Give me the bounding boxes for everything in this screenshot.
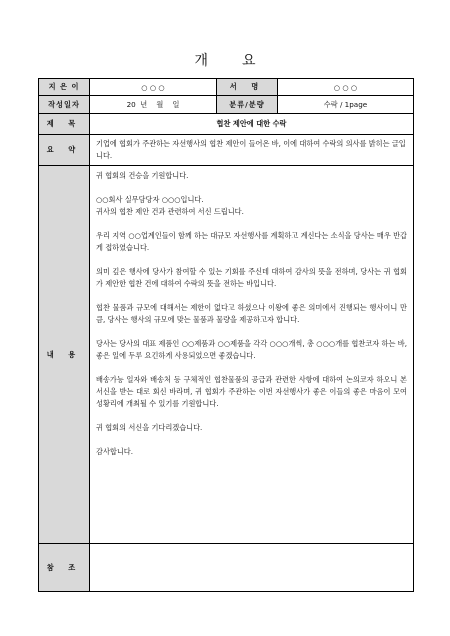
summary-value: 기업에 협회가 주관하는 자선행사의 협찬 제안이 들어온 바, 이에 대하여 수락의 의사를 밝히는 글입니다. <box>90 135 414 166</box>
reference-value <box>90 544 414 592</box>
content-paragraph-intro: ○○회사 실무담당자 ○○○입니다. <box>96 195 204 204</box>
content-row <box>39 166 414 544</box>
title-char-1: 개 <box>194 53 208 69</box>
sign-label: 서 명 <box>217 79 278 96</box>
summary-label: 요 약 <box>39 135 90 166</box>
content-paragraph-event: 우리 지역 ○○업계인들이 함께 하는 대규모 자선행사를 계획하고 계신다는 소식을 당사는 매우 반갑게 접하였습니다. <box>96 231 407 252</box>
subject-label: 제 목 <box>39 114 90 135</box>
content-paragraph-acceptance: 의미 깊은 행사에 당사가 참여할 수 있는 기회를 주신데 대하여 감사의 뜻을 전하며, 당사는 귀 협회가 제안한 협찬 건에 대하여 수락의 뜻을 전하는 바입니다. <box>96 267 407 288</box>
reference-label: 참 조 <box>39 544 90 592</box>
summary-row <box>39 135 414 166</box>
content-paragraph-purpose: 귀사의 협찬 제안 건과 관련하여 서신 드립니다. <box>96 207 244 216</box>
date-value: 20 년 월 일 <box>90 96 217 114</box>
writer-value: ○ ○ ○ <box>90 79 217 96</box>
overview-table <box>38 78 414 592</box>
content-paragraph-products: 당사는 당사의 대표 제품인 ○○제품과 ○○제품을 각각 ○○○개씩, 총 ○○○개를 협찬코자 하는 바, 좋은 일에 두루 요긴하게 사용되었으면 좋겠습니다. <box>96 339 407 360</box>
content-body <box>90 166 414 544</box>
content-paragraph-scale: 협찬 물품과 규모에 대해서는 제한이 없다고 하셨으나 이왕에 좋은 의미에서 진행되는 행사이니 만큼, 당사는 행사의 규모에 맞는 물품과 물량을 제공하고자 합니다. <box>96 303 407 324</box>
subject-value: 협찬 제안에 대한 수락 <box>90 114 414 135</box>
category-label: 분류/분량 <box>217 96 278 114</box>
content-label: 내 용 <box>39 166 90 544</box>
writer-row <box>39 79 414 96</box>
category-value: 수락 / 1page <box>278 96 414 114</box>
sign-value: ○ ○ ○ <box>278 79 414 96</box>
content-paragraph-waiting: 귀 협회의 서신을 기다리겠습니다. <box>96 423 203 432</box>
writer-label: 지 은 이 <box>39 79 90 96</box>
subject-row <box>39 114 414 135</box>
page-title <box>0 50 450 70</box>
date-label: 작성일자 <box>39 96 90 114</box>
date-row <box>39 96 414 114</box>
title-char-2: 요 <box>242 53 256 69</box>
reference-row <box>39 544 414 592</box>
content-paragraph-greeting: 귀 협회의 건승을 기원합니다. <box>96 171 189 180</box>
content-paragraph-delivery: 배송가능 일자와 배송처 등 구체적인 협찬물품의 공급과 관련한 사항에 대하여 논의코자 하오니 본 서신을 받는 대로 회신 바라며, 귀 협회가 주관하는 이번 자선행사가 좋은 이들의 좋은 마음이 모여 성황리에 개최될 수 있기를 기원합니다. <box>96 375 407 408</box>
content-paragraph-thanks: 감사합니다. <box>96 447 134 456</box>
